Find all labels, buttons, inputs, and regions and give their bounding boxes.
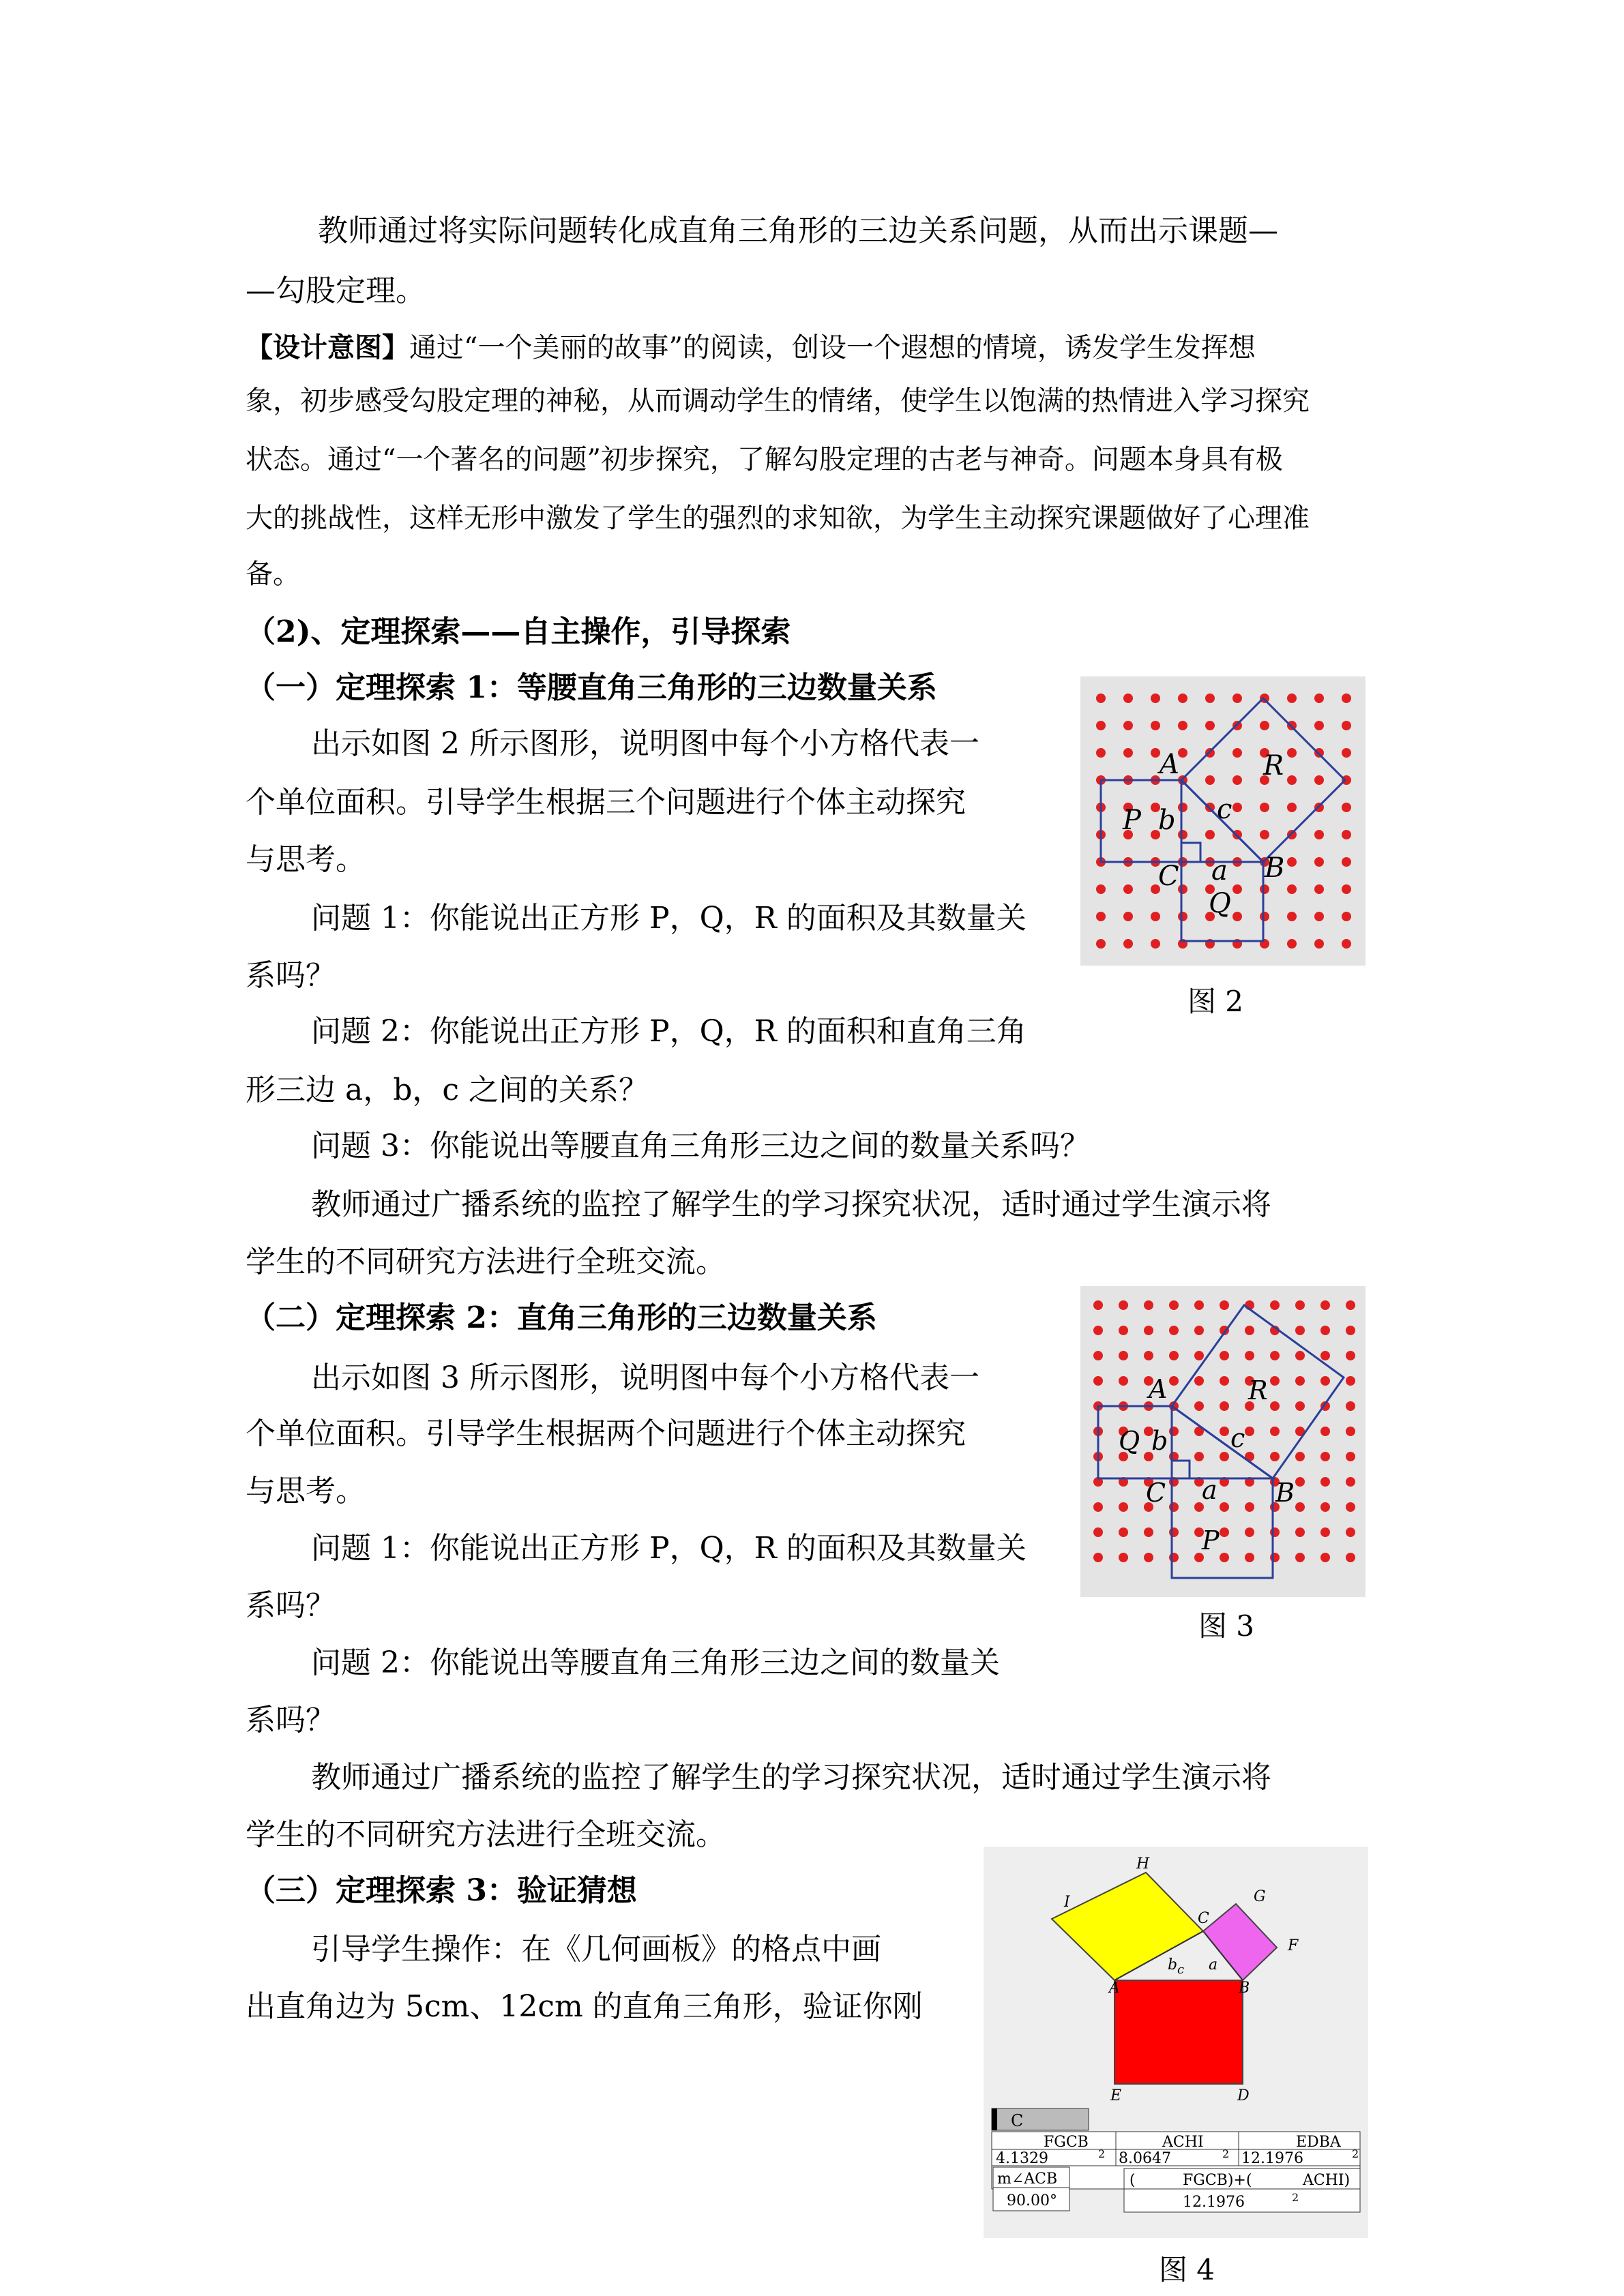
grid-dot: [1270, 1300, 1280, 1310]
part-2-question-2-line-2: 系吗？: [246, 1703, 336, 1738]
grid-dot: [1320, 1553, 1330, 1562]
square-edba-red: [1114, 1980, 1243, 2084]
grid-dot: [1314, 857, 1324, 867]
design-intent-text: 通过“一个美丽的故事”的阅读，创设一个遐想的情境，诱发学生发挥想: [409, 332, 1256, 363]
fig2-label-c: c: [1217, 794, 1232, 825]
grid-dot: [1151, 748, 1160, 758]
grid-dot: [1220, 1452, 1229, 1461]
exp-fgcb: 2: [1098, 2147, 1106, 2160]
grid-dot: [1178, 748, 1187, 758]
grid-dot: [1093, 1300, 1103, 1310]
grid-dot: [1342, 884, 1351, 894]
grid-dot: [1151, 721, 1160, 730]
panel-title: C: [1011, 2111, 1024, 2130]
grid-dot: [1287, 912, 1297, 921]
grid-dot: [1169, 1553, 1179, 1562]
grid-dot: [1144, 1527, 1153, 1537]
grid-dot: [1314, 694, 1324, 703]
grid-dot: [1096, 884, 1106, 894]
figure-2-grid: [1080, 676, 1365, 966]
grid-dot: [1232, 803, 1242, 812]
fig3-label-B: B: [1275, 1478, 1295, 1508]
grid-dot: [1342, 803, 1351, 812]
fig4-label-B: B: [1239, 1980, 1250, 1997]
grid-dot: [1232, 775, 1242, 785]
grid-dot: [1295, 1452, 1305, 1461]
grid-dot: [1287, 803, 1297, 812]
grid-dot: [1220, 1351, 1229, 1360]
grid-dot: [1346, 1502, 1355, 1512]
grid-dot: [1096, 939, 1106, 949]
grid-dot: [1220, 1502, 1229, 1512]
part-2-question-1-line-1: 问题 1：你能说出正方形 P，Q，R 的面积及其数量关: [311, 1531, 1027, 1566]
grid-dot: [1169, 1300, 1179, 1310]
exp-edba: 2: [1352, 2147, 1359, 2160]
grid-dot: [1178, 912, 1187, 921]
part-2-question-1-line-2: 系吗？: [246, 1588, 336, 1623]
grid-dot: [1245, 1527, 1254, 1537]
grid-dot: [1169, 1527, 1179, 1537]
grid-dot: [1093, 1351, 1103, 1360]
fig4-label-a: a: [1209, 1956, 1218, 1973]
fig4-label-E: E: [1110, 2087, 1122, 2104]
grid-dot: [1093, 1553, 1103, 1562]
intro-line-1: 教师通过将实际问题转化成直角三角形的三边关系问题，从而出示课题—: [318, 213, 1278, 248]
grid-dot: [1314, 721, 1324, 730]
grid-dot: [1123, 694, 1133, 703]
grid-dot: [1194, 1300, 1204, 1310]
part-3-title: （三）定理探索 3：验证猜想: [246, 1873, 637, 1908]
grid-dot: [1119, 1553, 1128, 1562]
grid-dot: [1287, 939, 1297, 949]
sum-end: ACHI): [1303, 2172, 1350, 2189]
grid-dot: [1270, 1401, 1280, 1411]
grid-dot: [1346, 1427, 1355, 1436]
grid-dot: [1220, 1427, 1229, 1436]
part-1-question-1-line-1: 问题 1：你能说出正方形 P，Q，R 的面积及其数量关: [311, 901, 1027, 936]
grid-dot: [1342, 912, 1351, 921]
fig2-label-b: b: [1158, 805, 1176, 836]
grid-dot: [1245, 1351, 1254, 1360]
design-intent-line-4: 大的挑战性，这样无形中激发了学生的强烈的求知欲，为学生主动探究课题做好了心理准: [246, 503, 1310, 534]
part-1-question-2-line-2: 形三边 a，b，c 之间的关系？: [246, 1073, 649, 1107]
grid-dot: [1123, 912, 1133, 921]
grid-dot: [1342, 748, 1351, 758]
grid-dot: [1287, 748, 1297, 758]
grid-dot: [1346, 1527, 1355, 1537]
grid-dot: [1245, 1553, 1254, 1562]
sum-value: 12.1976: [1183, 2194, 1245, 2211]
grid-dot: [1178, 830, 1187, 839]
header-achi: ACHI: [1162, 2134, 1204, 2151]
grid-dot: [1220, 1553, 1229, 1562]
grid-dot: [1287, 694, 1297, 703]
grid-dot: [1144, 1553, 1153, 1562]
grid-dot: [1287, 775, 1297, 785]
grid-dot: [1123, 939, 1133, 949]
grid-dot: [1270, 1376, 1280, 1386]
grid-dot: [1346, 1477, 1355, 1487]
grid-dot: [1178, 803, 1187, 812]
figure-2: [1080, 676, 1365, 966]
design-intent-line-1: [246, 318, 1371, 378]
grid-dot: [1320, 1300, 1330, 1310]
grid-dot: [1119, 1527, 1128, 1537]
grid-dot: [1342, 939, 1351, 949]
part-1-question-3: 问题 3：你能说出等腰直角三角形三边之间的数量关系吗？: [311, 1129, 1090, 1163]
grid-dot: [1346, 1553, 1355, 1562]
grid-dot: [1093, 1326, 1103, 1335]
grid-dot: [1151, 939, 1160, 949]
part-1-teacher-line-1: 教师通过广播系统的监控了解学生的学习探究状况，适时通过学生演示将: [311, 1187, 1271, 1222]
grid-dot: [1295, 1477, 1305, 1487]
grid-dot: [1342, 857, 1351, 867]
fig4-label-b: b: [1168, 1956, 1178, 1973]
grid-dot: [1123, 721, 1133, 730]
grid-dot: [1346, 1401, 1355, 1411]
sum-open: (: [1130, 2172, 1136, 2189]
grid-dot: [1245, 1502, 1254, 1512]
header-edba: EDBA: [1296, 2134, 1341, 2151]
grid-dot: [1205, 830, 1215, 839]
grid-dot: [1314, 884, 1324, 894]
value-edba: 12.1976: [1241, 2150, 1303, 2167]
figure-4-caption: 图 4: [1158, 2253, 1215, 2286]
grid-dot: [1342, 830, 1351, 839]
grid-dot: [1260, 884, 1269, 894]
grid-dot: [1205, 694, 1215, 703]
grid-dot: [1093, 1376, 1103, 1386]
grid-dot: [1295, 1553, 1305, 1562]
grid-dot: [1314, 775, 1324, 785]
fig4-label-G: G: [1254, 1888, 1266, 1905]
fig4-label-H: H: [1136, 1855, 1150, 1873]
grid-dot: [1287, 884, 1297, 894]
grid-dot: [1346, 1326, 1355, 1335]
grid-dot: [1295, 1401, 1305, 1411]
grid-dot: [1260, 721, 1269, 730]
grid-dot: [1220, 1401, 1229, 1411]
grid-dot: [1194, 1401, 1204, 1411]
grid-dot: [1320, 1427, 1330, 1436]
part-1-title: （一）定理探索 1：等腰直角三角形的三边数量关系: [246, 670, 937, 705]
grid-dot: [1320, 1452, 1330, 1461]
grid-dot: [1320, 1477, 1330, 1487]
grid-dot: [1194, 1452, 1204, 1461]
grid-dot: [1169, 1326, 1179, 1335]
grid-dot: [1287, 857, 1297, 867]
figure-3-grid: [1080, 1286, 1365, 1597]
fig3-label-c: c: [1230, 1423, 1245, 1453]
part-3-para-line-1: 引导学生操作：在《几何画板》的格点中画: [311, 1932, 881, 1967]
part-1-question-1-line-2: 系吗？: [246, 958, 336, 993]
grid-dot: [1342, 721, 1351, 730]
grid-dot: [1232, 748, 1242, 758]
grid-dot: [1119, 1502, 1128, 1512]
grid-dot: [1232, 912, 1242, 921]
grid-dot: [1295, 1502, 1305, 1512]
part-2-teacher-line-1: 教师通过广播系统的监控了解学生的学习探究状况，适时通过学生演示将: [311, 1760, 1271, 1795]
grid-dot: [1270, 1427, 1280, 1436]
part-2-para-line-3: 与思考。: [246, 1474, 366, 1508]
fig2-label-P: P: [1123, 805, 1141, 836]
fig2-label-a: a: [1211, 855, 1228, 886]
fig4-label-C: C: [1198, 1910, 1209, 1927]
part-2-para-line-1: 出示如图 3 所示图形，说明图中每个小方格代表一: [311, 1360, 979, 1395]
fig4-label-A: A: [1109, 1980, 1120, 1997]
fig4-label-F: F: [1288, 1937, 1299, 1954]
grid-dot: [1096, 721, 1106, 730]
intro-line-2: —勾股定理。: [246, 273, 426, 308]
grid-dot: [1346, 1351, 1355, 1360]
grid-dot: [1295, 1376, 1305, 1386]
exp-achi: 2: [1222, 2147, 1230, 2160]
fig4-label-c: c: [1177, 1963, 1185, 1977]
grid-dot: [1096, 748, 1106, 758]
grid-dot: [1178, 694, 1187, 703]
grid-dot: [1169, 1376, 1179, 1386]
part-2-teacher-line-2: 学生的不同研究方法进行全班交流。: [246, 1817, 726, 1852]
figure-4-diagram: [984, 1847, 1368, 2238]
part-3-para-line-2: 出直角边为 5cm、12cm 的直角三角形，验证你刚: [246, 1989, 923, 2024]
grid-dot: [1205, 775, 1215, 785]
grid-dot: [1346, 1300, 1355, 1310]
grid-dot: [1178, 721, 1187, 730]
grid-dot: [1346, 1376, 1355, 1386]
design-intent-line-3: 状态。通过“一个著名的问题”初步探究，了解勾股定理的古老与神奇。问题本身具有极: [246, 444, 1283, 475]
part-1-para-line-3: 与思考。: [246, 842, 366, 877]
part-1-teacher-line-2: 学生的不同研究方法进行全班交流。: [246, 1244, 726, 1279]
grid-dot: [1144, 1300, 1153, 1310]
grid-dot: [1093, 1527, 1103, 1537]
part-2-question-2-line-1: 问题 2：你能说出等腰直角三角形三边之间的数量关: [311, 1645, 1000, 1680]
grid-dot: [1220, 1300, 1229, 1310]
grid-dot: [1144, 1326, 1153, 1335]
fig3-label-a: a: [1202, 1475, 1217, 1505]
grid-dot: [1119, 1376, 1128, 1386]
grid-dot: [1295, 1300, 1305, 1310]
grid-dot: [1320, 1326, 1330, 1335]
grid-dot: [1270, 1351, 1280, 1360]
grid-dot: [1245, 1427, 1254, 1436]
grid-dot: [1119, 1326, 1128, 1335]
grid-dot: [1232, 884, 1242, 894]
grid-dot: [1314, 830, 1324, 839]
part-1-para-line-2: 个单位面积。引导学生根据三个问题进行个体主动探究: [246, 785, 966, 820]
figure-3-caption: 图 3: [1198, 1609, 1255, 1643]
grid-dot: [1220, 1527, 1229, 1537]
grid-dot: [1270, 1527, 1280, 1537]
grid-dot: [1194, 1351, 1204, 1360]
grid-dot: [1205, 721, 1215, 730]
grid-dot: [1260, 912, 1269, 921]
figure-4: [984, 1847, 1368, 2238]
grid-dot: [1270, 1452, 1280, 1461]
grid-dot: [1169, 1351, 1179, 1360]
grid-dot: [1194, 1326, 1204, 1335]
angle-value: 90.00°: [1007, 2192, 1057, 2209]
fig3-label-b: b: [1151, 1426, 1168, 1456]
grid-dot: [1260, 830, 1269, 839]
part-1-para-line-1: 出示如图 2 所示图形，说明图中每个小方格代表一: [311, 726, 979, 761]
grid-dot: [1151, 912, 1160, 921]
grid-dot: [1232, 694, 1242, 703]
grid-dot: [1119, 1351, 1128, 1360]
sum-exp: 2: [1292, 2191, 1299, 2204]
grid-dot: [1169, 1427, 1179, 1436]
header-fgcb: FGCB: [1044, 2134, 1089, 2151]
grid-dot: [1314, 912, 1324, 921]
grid-dot: [1320, 1351, 1330, 1360]
grid-dot: [1245, 1326, 1254, 1335]
part-1-question-2-line-1: 问题 2：你能说出正方形 P，Q，R 的面积和直角三角: [311, 1014, 1027, 1049]
grid-dot: [1320, 1527, 1330, 1537]
grid-dot: [1096, 912, 1106, 921]
grid-dot: [1260, 803, 1269, 812]
fig2-label-Q: Q: [1209, 888, 1231, 919]
grid-dot: [1123, 884, 1133, 894]
fig2-label-A: A: [1160, 749, 1179, 780]
design-intent-line-2: 象，初步感受勾股定理的神秘，从而调动学生的情绪，使学生以饱满的热情进入学习探究: [246, 385, 1310, 417]
fig2-label-R: R: [1263, 750, 1284, 781]
part-2-para-line-2: 个单位面积。引导学生根据两个问题进行个体主动探究: [246, 1416, 966, 1451]
value-achi: 8.0647: [1119, 2150, 1171, 2167]
angle-label: m∠ACB: [997, 2171, 1058, 2188]
grid-dot: [1151, 694, 1160, 703]
design-intent-line-5: 备。: [246, 558, 300, 590]
fig4-label-D: D: [1237, 2087, 1250, 2104]
grid-dot: [1342, 694, 1351, 703]
grid-dot: [1320, 1502, 1330, 1512]
grid-dot: [1093, 1502, 1103, 1512]
fig3-label-P: P: [1202, 1525, 1220, 1555]
grid-dot: [1123, 748, 1133, 758]
fig2-label-B: B: [1265, 852, 1285, 884]
grid-dot: [1295, 1326, 1305, 1335]
section-2-title: （2)、定理探索——自主操作，引导探索: [246, 614, 791, 649]
fig3-label-A: A: [1149, 1374, 1168, 1404]
grid-dot: [1194, 1376, 1204, 1386]
grid-dot: [1220, 1376, 1229, 1386]
figure-3: [1080, 1286, 1365, 1597]
grid-dot: [1314, 939, 1324, 949]
grid-dot: [1270, 1553, 1280, 1562]
fig2-label-C: C: [1158, 861, 1179, 892]
grid-dot: [1178, 884, 1187, 894]
fig3-label-C: C: [1146, 1478, 1166, 1508]
value-fgcb: 4.1329: [996, 2150, 1048, 2167]
grid-dot: [1295, 1527, 1305, 1537]
fig3-label-Q: Q: [1119, 1426, 1140, 1456]
grid-dot: [1119, 1300, 1128, 1310]
grid-dot: [1169, 1502, 1179, 1512]
part-2-title: （二）定理探索 2：直角三角形的三边数量关系: [246, 1300, 877, 1335]
grid-dot: [1144, 1351, 1153, 1360]
fig4-label-I: I: [1064, 1894, 1070, 1911]
grid-dot: [1295, 1351, 1305, 1360]
grid-dot: [1346, 1452, 1355, 1461]
fig3-label-R: R: [1248, 1375, 1268, 1405]
design-intent-tag: 【设计意图】: [246, 331, 409, 363]
sum-mid: FGCB)+(: [1183, 2172, 1252, 2189]
figure-2-caption: 图 2: [1187, 985, 1244, 1018]
grid-dot: [1320, 1376, 1330, 1386]
grid-dot: [1096, 694, 1106, 703]
